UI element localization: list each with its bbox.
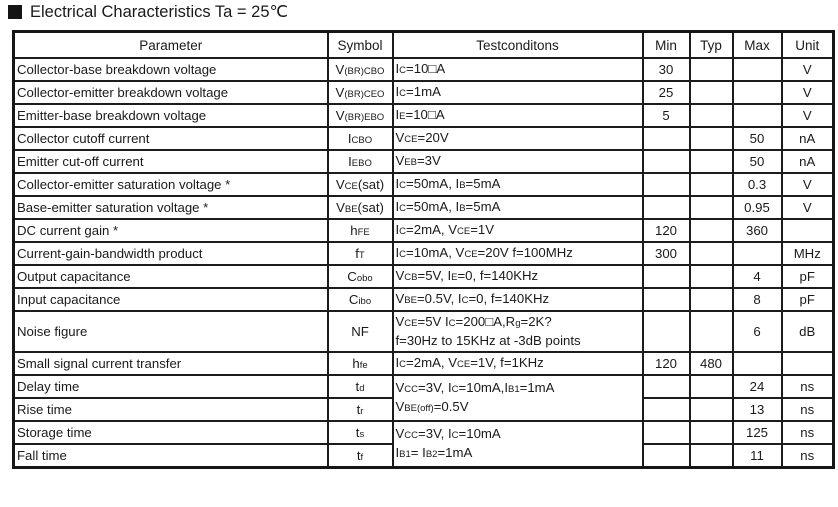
cell-test-conditions: IC=50mA, IB=5mA	[393, 173, 643, 196]
cell-unit: ns	[782, 398, 834, 421]
cell-test-conditions: VBE=0.5V, IC=0, f=140KHz	[393, 288, 643, 311]
column-header-test-conditions: Testconditons	[393, 32, 643, 59]
table-row	[14, 173, 834, 196]
cell-symbol: VCE(sat)	[328, 173, 393, 196]
column-header-min: Min	[643, 32, 690, 59]
table-row	[14, 150, 834, 173]
cell-symbol: hfe	[328, 352, 393, 375]
cell-test-conditions: IC=10mA, VCE=20V f=100MHz	[393, 242, 643, 265]
cell-parameter: Small signal current transfer	[14, 352, 328, 375]
cell-typ	[690, 311, 733, 352]
cell-max: 8	[733, 288, 782, 311]
cell-test-conditions: VEB=3V	[393, 150, 643, 173]
cell-typ	[690, 288, 733, 311]
cell-symbol: NF	[328, 311, 393, 352]
column-header-symbol: Symbol	[328, 32, 393, 59]
cell-unit: nA	[782, 127, 834, 150]
cell-unit: dB	[782, 311, 834, 352]
cell-max	[733, 58, 782, 81]
table-row	[14, 242, 834, 265]
table-row	[14, 265, 834, 288]
cell-parameter: Fall time	[14, 444, 328, 468]
cell-test-conditions: IC=10□A	[393, 58, 643, 81]
cell-test-conditions: IC=2mA, VCE=1V	[393, 219, 643, 242]
cell-min: 120	[643, 352, 690, 375]
cell-min	[643, 265, 690, 288]
cell-test-conditions: VCB=5V, IE=0, f=140KHz	[393, 265, 643, 288]
cell-max: 4	[733, 265, 782, 288]
section-title	[8, 2, 288, 22]
cell-typ	[690, 150, 733, 173]
electrical-characteristics-table	[12, 30, 835, 469]
cell-max: 360	[733, 219, 782, 242]
cell-parameter: Current-gain-bandwidth product	[14, 242, 328, 265]
cell-parameter: Collector cutoff current	[14, 127, 328, 150]
cell-parameter: Collector-emitter saturation voltage *	[14, 173, 328, 196]
table-header-row	[14, 32, 834, 59]
cell-typ	[690, 173, 733, 196]
cell-symbol: VBE(sat)	[328, 196, 393, 219]
cell-parameter: Rise time	[14, 398, 328, 421]
section-marker-icon	[8, 5, 22, 19]
cell-typ	[690, 265, 733, 288]
cell-parameter: Output capacitance	[14, 265, 328, 288]
cell-max: 24	[733, 375, 782, 398]
table-row	[14, 352, 834, 375]
cell-max	[733, 352, 782, 375]
cell-unit: V	[782, 104, 834, 127]
column-header-unit: Unit	[782, 32, 834, 59]
cell-typ	[690, 444, 733, 468]
cell-symbol: hFE	[328, 219, 393, 242]
cell-symbol: tf	[328, 444, 393, 468]
table-row	[14, 58, 834, 81]
table-row	[14, 219, 834, 242]
cell-unit: pF	[782, 288, 834, 311]
cell-max: 0.3	[733, 173, 782, 196]
cell-min: 5	[643, 104, 690, 127]
cell-min	[643, 375, 690, 398]
cell-unit: V	[782, 58, 834, 81]
cell-min	[643, 421, 690, 444]
cell-typ	[690, 398, 733, 421]
cell-symbol: V(BR)CBO	[328, 58, 393, 81]
cell-max: 13	[733, 398, 782, 421]
cell-symbol: ts	[328, 421, 393, 444]
cell-test-conditions: VCC=3V, IC=10mA,IB1=1mA VBE(off)=0.5V	[393, 375, 643, 421]
cell-unit: ns	[782, 421, 834, 444]
cell-symbol: V(BR)CEO	[328, 81, 393, 104]
cell-min	[643, 150, 690, 173]
cell-max: 50	[733, 150, 782, 173]
section-title-text: Electrical Characteristics Ta = 25℃	[30, 3, 289, 21]
table-body	[14, 58, 834, 468]
cell-min: 120	[643, 219, 690, 242]
cell-parameter: Collector-base breakdown voltage	[14, 58, 328, 81]
cell-parameter: Emitter-base breakdown voltage	[14, 104, 328, 127]
cell-test-conditions: VCC=3V, IC=10mA IB1= IB2=1mA	[393, 421, 643, 468]
cell-min	[643, 288, 690, 311]
cell-typ	[690, 219, 733, 242]
cell-max: 125	[733, 421, 782, 444]
cell-parameter: Noise figure	[14, 311, 328, 352]
table-row	[14, 81, 834, 104]
cell-parameter: Input capacitance	[14, 288, 328, 311]
cell-unit: nA	[782, 150, 834, 173]
cell-unit: ns	[782, 444, 834, 468]
cell-parameter: Collector-emitter breakdown voltage	[14, 81, 328, 104]
cell-parameter: Storage time	[14, 421, 328, 444]
cell-typ	[690, 421, 733, 444]
cell-max: 6	[733, 311, 782, 352]
cell-symbol: td	[328, 375, 393, 398]
cell-parameter: Delay time	[14, 375, 328, 398]
cell-typ	[690, 81, 733, 104]
table-row	[14, 127, 834, 150]
column-header-parameter: Parameter	[14, 32, 328, 59]
cell-typ	[690, 375, 733, 398]
table-row	[14, 196, 834, 219]
cell-unit: V	[782, 81, 834, 104]
cell-min	[643, 127, 690, 150]
cell-min: 25	[643, 81, 690, 104]
cell-unit: ns	[782, 375, 834, 398]
cell-symbol: V(BR)EBO	[328, 104, 393, 127]
cell-symbol: ICBO	[328, 127, 393, 150]
cell-typ: 480	[690, 352, 733, 375]
cell-min	[643, 311, 690, 352]
cell-symbol: IEBO	[328, 150, 393, 173]
cell-max: 50	[733, 127, 782, 150]
cell-typ	[690, 104, 733, 127]
cell-unit: V	[782, 196, 834, 219]
cell-typ	[690, 58, 733, 81]
cell-max	[733, 81, 782, 104]
cell-test-conditions: IC=50mA, IB=5mA	[393, 196, 643, 219]
column-header-max: Max	[733, 32, 782, 59]
cell-min: 30	[643, 58, 690, 81]
cell-unit	[782, 352, 834, 375]
table-row	[14, 104, 834, 127]
cell-max: 0.95	[733, 196, 782, 219]
cell-typ	[690, 196, 733, 219]
cell-test-conditions: IC=2mA, VCE=1V, f=1KHz	[393, 352, 643, 375]
cell-parameter: Emitter cut-off current	[14, 150, 328, 173]
cell-symbol: tr	[328, 398, 393, 421]
cell-parameter: DC current gain *	[14, 219, 328, 242]
table-row	[14, 288, 834, 311]
cell-parameter: Base-emitter saturation voltage *	[14, 196, 328, 219]
cell-test-conditions: IC=1mA	[393, 81, 643, 104]
cell-test-conditions: VCE=20V	[393, 127, 643, 150]
cell-test-conditions: VCE=5V IC=200□A,Rg=2K? f=30Hz to 15KHz at -3dB points	[393, 311, 643, 352]
cell-min	[643, 196, 690, 219]
cell-unit: MHz	[782, 242, 834, 265]
cell-max: 11	[733, 444, 782, 468]
cell-test-conditions: IE=10□A	[393, 104, 643, 127]
cell-symbol: Cobo	[328, 265, 393, 288]
cell-unit: V	[782, 173, 834, 196]
cell-typ	[690, 242, 733, 265]
table-row	[14, 311, 834, 352]
cell-typ	[690, 127, 733, 150]
cell-min: 300	[643, 242, 690, 265]
cell-min	[643, 398, 690, 421]
cell-unit: pF	[782, 265, 834, 288]
cell-max	[733, 242, 782, 265]
cell-symbol: Cibo	[328, 288, 393, 311]
cell-symbol: fT	[328, 242, 393, 265]
column-header-typ: Typ	[690, 32, 733, 59]
table-row	[14, 375, 834, 398]
cell-min	[643, 444, 690, 468]
cell-unit	[782, 219, 834, 242]
table-row	[14, 421, 834, 444]
cell-min	[643, 173, 690, 196]
cell-max	[733, 104, 782, 127]
